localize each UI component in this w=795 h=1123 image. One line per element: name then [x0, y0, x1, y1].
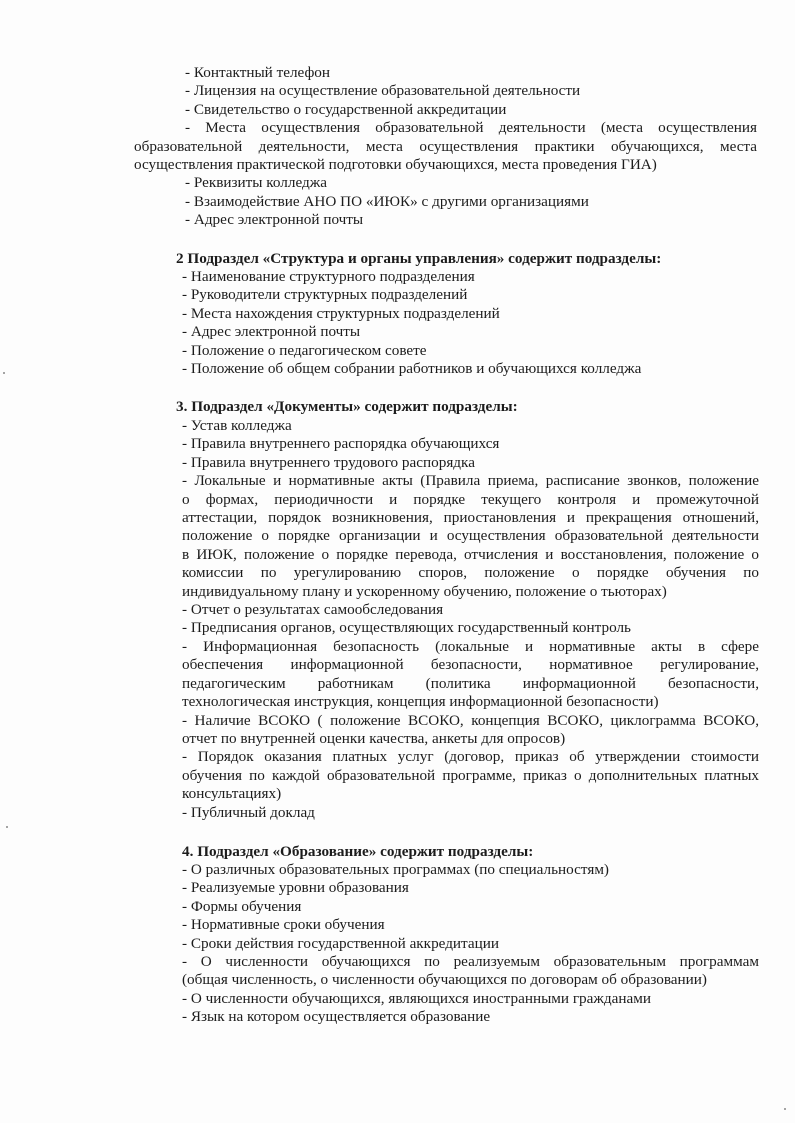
- list-item: - Взаимодействие АНО ПО «ИЮК» с другими организациями: [185, 192, 589, 210]
- list-item: - Положение об общем собрании работников и обучающихся колледжа: [182, 360, 642, 378]
- list-item-places-line: образовательной деятельности, места осуществления практики обучающихся, места: [134, 137, 757, 155]
- list-item-places-line: - Места осуществления образовательной деятельности (места осуществления: [185, 119, 757, 137]
- section-2-heading: 2 Подраздел «Структура и органы управления» содержит подразделы:: [176, 250, 662, 267]
- section-2-list: [182, 268, 641, 378]
- local-acts-line: аттестации, порядок возникновения, приостановления и прекращения отношений,: [182, 509, 759, 527]
- local-acts-line-last: индивидуальному плану и ускоренному обучению, положение о тьюторах): [182, 582, 667, 600]
- local-acts-line: о формах, периодичности и порядке текущего контроля и промежуточной: [182, 490, 759, 508]
- list-item: - Адрес электронной почты: [182, 323, 361, 341]
- infosec-line-last: технологическая инструкция, концепция информационной безопасности): [182, 693, 659, 711]
- list-item-self-report: - Отчет о результатах самообследования: [182, 601, 444, 619]
- list-item: - О различных образовательных программах (по специальностям): [182, 861, 609, 878]
- list-item-prescriptions: - Предписания органов, осуществляющих государственный контроль: [182, 619, 631, 637]
- section-1-list: [0, 64, 795, 230]
- section-3-list: [182, 417, 759, 822]
- local-acts-line: комиссии по урегулированию споров, положение о порядке обучения по: [182, 564, 759, 582]
- paid-services-line-last: консультациях): [182, 785, 282, 803]
- section-3-heading: 3. Подраздел «Документы» содержит подразделы:: [176, 398, 518, 415]
- local-acts-line: положение о порядке организации и осуществления образовательной деятельности: [182, 527, 759, 545]
- list-item: - Положение о педагогическом совете: [182, 341, 427, 359]
- vsoko-line-last: отчет по внутренней оценки качества, анкеты для опросов): [182, 729, 566, 747]
- enrollment-line: - О численности обучающихся по реализуемым образовательным программам: [182, 953, 759, 971]
- list-item: - Язык на котором осуществляется образование: [182, 1008, 491, 1026]
- list-item: - Руководители структурных подразделений: [182, 286, 468, 304]
- list-item-places-line: осуществления практической подготовки обучающихся, места проведения ГИА): [134, 156, 657, 174]
- list-item: - Реализуемые уровни образования: [182, 879, 409, 897]
- enrollment-line-last: (общая численность, о численности обучающихся по договорам об образовании): [182, 971, 707, 989]
- scan-speck: [784, 1108, 786, 1110]
- local-acts-line: - Локальные и нормативные акты (Правила приема, расписание звонков, положение: [182, 472, 759, 490]
- list-item: - Контактный телефон: [185, 64, 331, 81]
- section-4-heading: 4. Подраздел «Образование» содержит подразделы:: [182, 843, 534, 860]
- list-item-charter: - Устав колледжа: [182, 417, 292, 434]
- list-item-rules-students: - Правила внутреннего распорядка обучающихся: [182, 435, 500, 453]
- list-item: - Места нахождения структурных подразделений: [182, 304, 500, 322]
- list-item-public-report: - Публичный доклад: [182, 803, 315, 821]
- paid-services-line: - Порядок оказания платных услуг (договор, приказ об утверждении стоимости: [182, 748, 759, 766]
- list-item: - Свидетельство о государственной аккредитации: [185, 100, 507, 118]
- list-item: - Адрес электронной почты: [185, 211, 364, 229]
- paid-services-line: обучения по каждой образовательной программе, приказ о дополнительных платных: [182, 766, 759, 784]
- list-item: - Сроки действия государственной аккредитации: [182, 934, 500, 952]
- vsoko-line: - Наличие ВСОКО ( положение ВСОКО, концепция ВСОКО, циклограмма ВСОКО,: [182, 711, 759, 729]
- list-item: - О численности обучающихся, являющихся иностранными гражданами: [182, 989, 651, 1007]
- list-item: - Наименование структурного подразделения: [182, 268, 475, 285]
- infosec-line: обеспечения информационной безопасности, нормативное регулирование,: [182, 656, 759, 674]
- list-item: - Нормативные сроки обучения: [182, 916, 385, 934]
- list-item: - Реквизиты колледжа: [185, 174, 327, 192]
- section-4-list: [182, 861, 759, 1027]
- scan-speck: [3, 372, 5, 374]
- local-acts-line: в ИЮК, положение о порядке перевода, отчисления и восстановления, положение о: [182, 545, 759, 563]
- scan-speck: [6, 826, 8, 828]
- list-item: - Формы обучения: [182, 897, 302, 915]
- infosec-line: - Информационная безопасность (локальные и нормативные акты в сфере: [182, 637, 759, 655]
- list-item: - Лицензия на осуществление образовательной деятельности: [185, 82, 581, 100]
- infosec-line: педагогическим работникам (политика информационной безопасности,: [182, 674, 759, 692]
- list-item-rules-labor: - Правила внутреннего трудового распорядка: [182, 453, 475, 471]
